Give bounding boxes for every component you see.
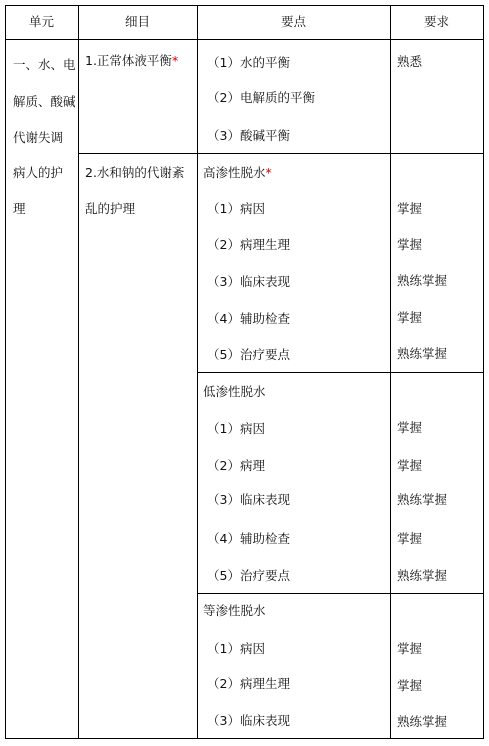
table-border-top <box>5 5 484 6</box>
group-requirement: 熟练掌握 <box>397 273 448 288</box>
group-requirement: 掌握 <box>397 641 423 656</box>
group-point: （4）辅助检查 <box>207 311 290 326</box>
header-unit: 单元 <box>28 14 54 29</box>
group-requirement: 熟练掌握 <box>397 714 448 729</box>
col-divider-1 <box>78 5 79 739</box>
group-title <box>203 165 272 181</box>
group-requirement: 掌握 <box>397 310 423 325</box>
group-point: （2）病理生理 <box>207 237 290 252</box>
header-requirement: 要求 <box>423 14 449 29</box>
unit-line: 代谢失调 <box>13 130 64 145</box>
group-point: （5）治疗要点 <box>207 347 290 362</box>
group2-divider <box>197 593 484 594</box>
group-requirement: 熟练掌握 <box>397 346 448 361</box>
syllabus-table <box>5 5 484 739</box>
group-title-text: 高渗性脱水 <box>203 165 266 180</box>
group1-divider <box>197 372 484 373</box>
group-requirement: 掌握 <box>397 458 423 473</box>
group-point: （4）辅助检查 <box>207 531 290 546</box>
section2-detail-line: 2.水和钠的代谢紊 <box>85 165 185 180</box>
group-point: （3）临床表现 <box>207 492 290 507</box>
group-requirement: 掌握 <box>397 201 423 216</box>
table-border-left <box>5 5 6 739</box>
group-point: （1）病因 <box>207 421 265 436</box>
col-divider-3 <box>390 5 391 739</box>
table-border-right <box>483 5 484 739</box>
group-point: （2）病理生理 <box>207 676 290 691</box>
header-divider <box>5 39 484 40</box>
required-star: * <box>171 53 179 68</box>
header-detail: 细目 <box>124 14 150 29</box>
unit-line: 一、水、电 <box>13 57 76 72</box>
group-point: （3）临床表现 <box>207 274 290 289</box>
group-point: （5）治疗要点 <box>207 568 290 583</box>
section1-detail <box>85 53 178 69</box>
unit-line: 理 <box>13 201 26 216</box>
unit-line: 解质、酸碱 <box>13 94 76 109</box>
section1-point: （2）电解质的平衡 <box>207 90 315 105</box>
group-point: （1）病因 <box>207 201 265 216</box>
section1-point: （1）水的平衡 <box>207 55 290 70</box>
table-border-bottom <box>5 738 484 739</box>
group-requirement: 掌握 <box>397 420 423 435</box>
section1-detail-text: 1.正常体液平衡 <box>85 53 172 68</box>
section1-point: （3）酸碱平衡 <box>207 128 290 143</box>
section1-requirement: 熟悉 <box>397 54 423 69</box>
group-requirement: 掌握 <box>397 237 423 252</box>
section1-divider <box>78 153 484 154</box>
section2-detail-line: 乱的护理 <box>85 201 136 216</box>
group-point: （3）临床表现 <box>207 713 290 728</box>
group-title: 等渗性脱水 <box>203 603 266 618</box>
required-star: * <box>265 165 272 180</box>
unit-line: 病人的护 <box>13 165 64 180</box>
col-divider-2 <box>197 5 198 739</box>
group-requirement: 熟练掌握 <box>397 568 448 583</box>
group-requirement: 掌握 <box>397 678 423 693</box>
group-requirement: 掌握 <box>397 531 423 546</box>
header-points: 要点 <box>280 14 306 29</box>
group-requirement: 熟练掌握 <box>397 492 448 507</box>
group-point: （1）病因 <box>207 641 265 656</box>
group-title: 低渗性脱水 <box>203 384 266 399</box>
group-point: （2）病理 <box>207 458 265 473</box>
